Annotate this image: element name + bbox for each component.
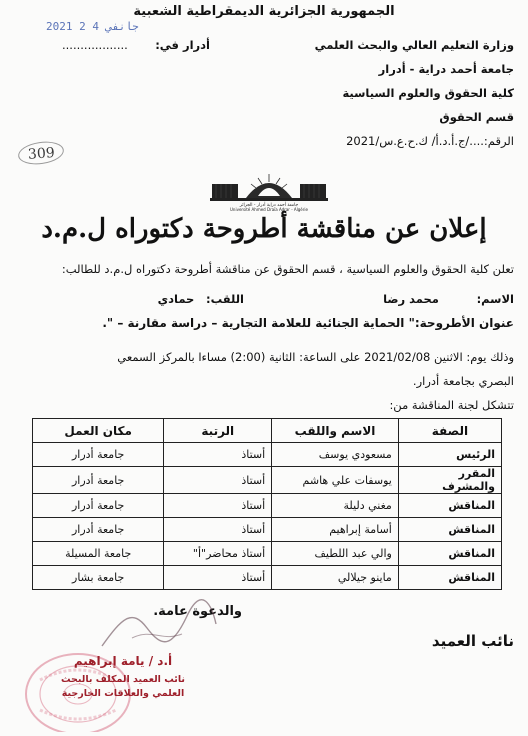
surname-value: حمادي <box>157 292 195 306</box>
cell-workplace: جامعة أدرار <box>33 467 164 494</box>
city-date-dots: .................. <box>62 38 128 52</box>
cell-workplace: جامعة أدرار <box>33 494 164 518</box>
cell-role: المقرر والمشرف <box>398 467 501 494</box>
logo-caption-arabic: جامعة أحمد دراية أدرار - الجزائر <box>239 203 299 208</box>
cell-role: الرئيس <box>398 443 501 467</box>
table-row <box>33 542 502 566</box>
city-date-label: أدرار في: <box>155 38 210 52</box>
cell-workplace: جامعة بشار <box>33 566 164 590</box>
cell-rank: أستاذ <box>164 443 272 467</box>
surname-label: اللقب: <box>205 292 244 306</box>
table-row <box>33 566 502 590</box>
committee-intro: تتشكل لجنة المناقشة من: <box>389 398 514 412</box>
cell-role: المناقش <box>398 542 501 566</box>
university-name: جامعة أحمد دراية - أدرار <box>378 62 514 76</box>
cell-rank: أستاذ <box>164 494 272 518</box>
header-role: الصفة <box>398 419 501 443</box>
header-rank: الرتبة <box>164 419 272 443</box>
table-row <box>33 518 502 542</box>
handwritten-signature <box>92 598 222 658</box>
signatory-title-line2: العلمي والعلاقات الخارجية <box>61 688 185 699</box>
committee-header-row <box>33 419 502 443</box>
table-row <box>33 467 502 494</box>
defense-date-time: وذلك يوم: الاثنين 2021/02/08 على الساعة: الثانية (2:00) مساءا بالمركز السمعي <box>117 350 514 364</box>
student-name-row <box>383 292 514 306</box>
header-workplace: مكان العمل <box>33 419 164 443</box>
cell-name: ماينو جيلالي <box>272 566 399 590</box>
name-label: الاسم: <box>476 292 514 306</box>
cell-role: المناقش <box>398 518 501 542</box>
received-date-stamp: 2021 2 4 جانفي <box>46 20 139 33</box>
cell-rank: أستاذ <box>164 566 272 590</box>
cell-rank: أستاذ <box>164 467 272 494</box>
department-name: قسم الحقوق <box>439 110 514 124</box>
table-row <box>33 443 502 467</box>
logo-caption-latin: Université Ahmed Draïa Adrar - Algérie <box>230 207 308 212</box>
student-surname-row <box>158 292 244 306</box>
cell-role: المناقش <box>398 494 501 518</box>
cell-name: والي عبد اللطيف <box>272 542 399 566</box>
cell-name: أسامة إبراهيم <box>272 518 399 542</box>
ministry-name: وزارة التعليم العالي والبحث العلمي <box>314 38 514 52</box>
faculty-name: كلية الحقوق والعلوم السياسية <box>342 86 514 100</box>
cell-workplace: جامعة أدرار <box>33 443 164 467</box>
cell-rank: أستاذ محاضر"أ" <box>164 542 272 566</box>
vice-dean-label: نائب العميد <box>431 632 514 650</box>
public-invitation: والدعوة عامة. <box>153 604 242 619</box>
committee-table <box>32 418 502 590</box>
name-value: محمد رضا <box>383 292 439 306</box>
thesis-title: عنوان الأطروحة:" الحماية الجنائية للعلامة التجارية – دراسة مقارنة – ". <box>102 316 514 330</box>
republic-heading: الجمهورية الجزائرية الديمقراطية الشعبية <box>133 4 395 19</box>
university-logo <box>206 170 332 212</box>
signatory-title-line1: نائب العميد المكلف بالبحث <box>61 674 185 685</box>
cell-name: مغني دليلة <box>272 494 399 518</box>
table-row <box>33 494 502 518</box>
handwritten-ref-number: 309 <box>27 145 56 163</box>
cell-workplace: جامعة المسيلة <box>33 542 164 566</box>
cell-name: مسعودي يوسف <box>272 443 399 467</box>
cell-workplace: جامعة أدرار <box>33 518 164 542</box>
defense-location: البصري بجامعة أدرار. <box>412 374 514 388</box>
header-name: الاسم واللقب <box>272 419 399 443</box>
signatory-name: أ.د / يامة إبراهيم <box>73 654 173 668</box>
reference-number: الرقم:..../ج.أ.د.أ/ ك.ح.ع.س/2021 <box>346 134 514 148</box>
cell-rank: أستاذ <box>164 518 272 542</box>
announcement-intro: تعلن كلية الحقوق والعلوم السياسية ، قسم الحقوق عن مناقشة أطروحة دكتوراه ل.م.د للطالب: <box>61 262 514 276</box>
cell-name: يوسفات علي هاشم <box>272 467 399 494</box>
announcement-title: إعلان عن مناقشة أطروحة دكتوراه ل.م.د <box>41 214 487 244</box>
cell-role: المناقش <box>398 566 501 590</box>
